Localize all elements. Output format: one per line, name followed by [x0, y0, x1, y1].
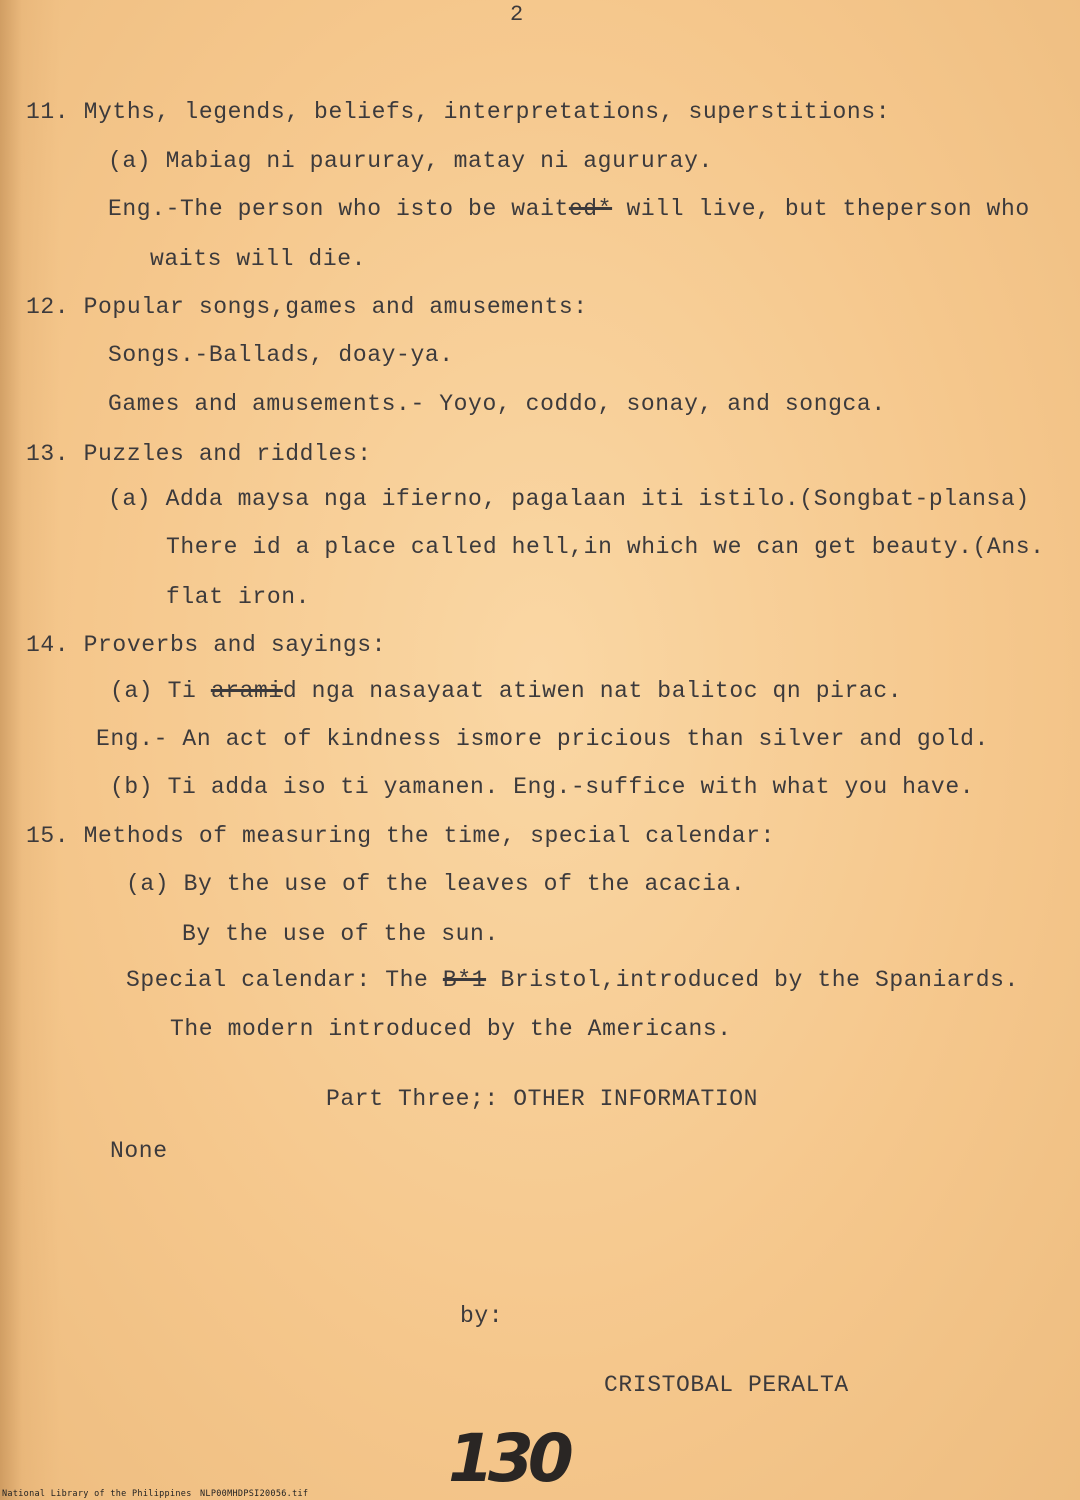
- part-three-content: None: [110, 1138, 168, 1164]
- item-12-games: Games and amusements.- Yoyo, coddo, sonay, and songca.: [108, 391, 886, 417]
- item-15-special-calendar: [126, 966, 1019, 994]
- item-11-english-strike: ed*: [568, 196, 613, 222]
- item-15-heading: 15. Methods of measuring the time, special calendar:: [26, 823, 775, 849]
- item-14-a: [110, 677, 902, 705]
- item-11-english-pre: Eng.-The person who isto be wait: [108, 196, 569, 222]
- item-14-a-post: d nga nasayaat atiwen nat balitoc qn pirac.: [282, 678, 903, 704]
- item-12-heading: 12. Popular songs,games and amusements:: [26, 294, 588, 320]
- item-15-special-pre: Special calendar: The: [126, 967, 443, 993]
- item-11-english: [108, 195, 1030, 223]
- part-three-heading: Part Three;: OTHER INFORMATION: [326, 1086, 759, 1112]
- item-14-a-english: Eng.- An act of kindness ismore pricious than silver and gold.: [96, 726, 989, 752]
- item-13-a: (a) Adda maysa nga ifierno, pagalaan iti istilo.(Songbat-plansa): [108, 486, 1030, 512]
- item-15-special-post: Bristol,introduced by the Spaniards.: [486, 967, 1019, 993]
- item-13-english-cont: flat iron.: [166, 584, 311, 610]
- page-number: 2: [510, 2, 524, 27]
- footer-library-credit: National Library of the Philippines: [2, 1489, 192, 1499]
- item-15-a: (a) By the use of the leaves of the acacia.: [126, 871, 746, 897]
- item-14-b: (b) Ti adda iso ti yamanen. Eng.-suffice with what you have.: [110, 774, 975, 800]
- footer-filename: NLP00MHDPSI20056.tif: [200, 1489, 309, 1499]
- signature-name: CRISTOBAL PERALTA: [604, 1372, 849, 1398]
- item-11-heading: 11. Myths, legends, beliefs, interpretations, superstitions:: [26, 99, 891, 125]
- item-15-a-sun: By the use of the sun.: [182, 921, 499, 947]
- item-15-special-strike: B*1: [442, 967, 487, 993]
- item-11-a: (a) Mabiag ni paururay, matay ni agururay.: [108, 148, 713, 174]
- item-12-songs: Songs.-Ballads, doay-ya.: [108, 342, 454, 368]
- signature-by: by:: [460, 1303, 504, 1329]
- item-15-modern: The modern introduced by the Americans.: [170, 1016, 732, 1042]
- item-13-heading: 13. Puzzles and riddles:: [26, 441, 372, 467]
- item-13-english: There id a place called hell,in which we can get beauty.(Ans.: [166, 534, 1045, 560]
- handwritten-page-number: 130: [448, 1420, 568, 1497]
- item-14-a-strike: arami: [210, 678, 283, 704]
- item-14-a-pre: (a) Ti: [110, 678, 211, 704]
- item-11-english-cont: waits will die.: [150, 246, 367, 272]
- item-11-english-post: will live, but theperson who: [612, 196, 1030, 222]
- item-14-heading: 14. Proverbs and sayings:: [26, 632, 387, 658]
